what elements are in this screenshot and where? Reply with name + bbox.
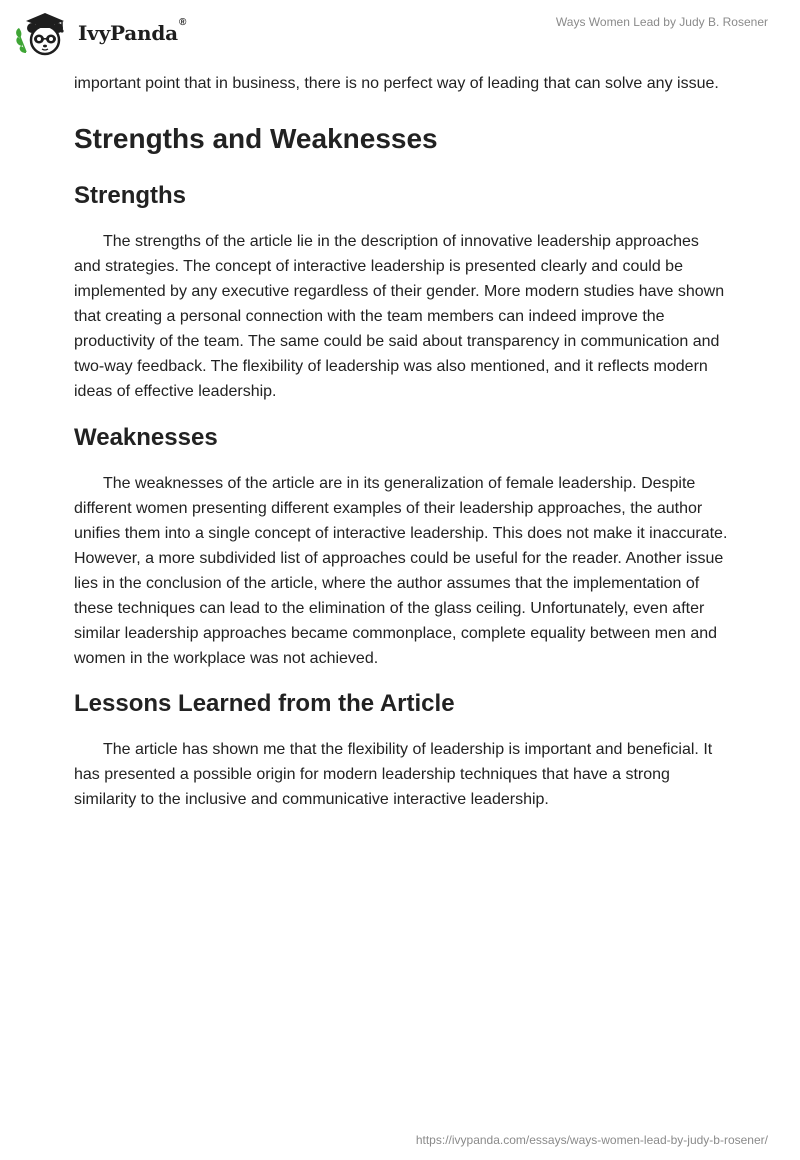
weaknesses-paragraph: The weaknesses of the article are in its generalization of female leadership. Despite different women presenting different examples of their leadership approaches, the author unifies them into a single concept of interactive leadership. This does not make it inaccurate. However, a more subdivided list of approaches could be useful for the reader. Another issue lies in the conclusion of the article, where the author assumes that the implementation of these techniques can lead to the elimination of the glass ceiling. Unfortunately, even after similar leadership approaches became commonplace, complete equality between men and women in the workplace was not achieved. [74,475,728,667]
section-heading-strengths-weaknesses: Strengths and Weaknesses [74,123,438,154]
subheading-lessons-learned: Lessons Learned from the Article [74,690,455,717]
logo-text: IvyPanda [78,21,178,45]
document-title: Ways Women Lead by Judy B. Rosener [555,15,768,29]
footer-source-url[interactable]: https://ivypanda.com/essays/ways-women-lead-by-judy-b-rosener/ [415,1133,768,1147]
subheading-strengths: Strengths [74,182,187,209]
logo-wordmark [78,17,187,45]
subheading-weaknesses: Weaknesses [74,424,218,451]
intro-paragraph-tail: important point that in business, there is no perfect way of leading that can solve any issue. [74,75,719,92]
strengths-paragraph: The strengths of the article lie in the description of innovative leadership approaches and strategies. The concept of interactive leadership is presented clearly and could be implemented by any executive regardless of their gender. More modern studies have shown that creating a personal connection with the team members can indeed improve the productivity of the team. The same could be said about transparency in communication and two-way feedback. The flexibility of leadership was also mentioned, and it reflects modern ideas of effective leadership. [74,233,725,400]
page-header [0,0,800,70]
ivypanda-logo[interactable] [14,8,186,58]
lessons-paragraph: The article has shown me that the flexibility of leadership is important and beneficial. It has presented a possible origin for modern leadership techniques that have a strong similarity to the inclusive and communicative interactive leadership. [74,741,713,808]
panda-graduate-icon [14,8,72,58]
article-content [74,71,730,812]
registered-mark: ® [178,17,187,28]
